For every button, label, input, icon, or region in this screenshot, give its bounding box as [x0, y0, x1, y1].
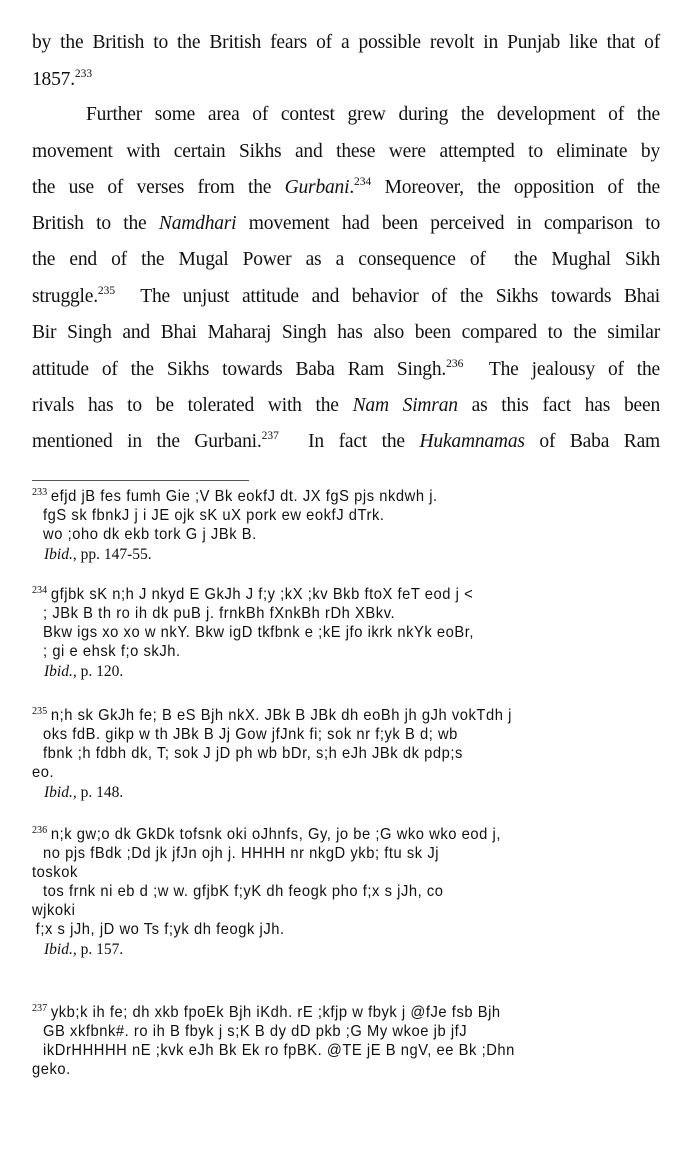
footnote-line [32, 901, 621, 920]
body-text-run: The unjust attitude and behavior of the Sikhs towards Bhai [115, 286, 660, 307]
footnote-number: 234 [32, 584, 48, 596]
body-line [32, 30, 660, 56]
body-text-run: the end of the Mugal Power as a consequence of the Mughal Sikh [32, 249, 660, 270]
body-text-run: as this fact has been [457, 395, 660, 416]
footnote-line [32, 1060, 621, 1079]
footnote-line [32, 725, 621, 744]
italic-term: Hukamnamas [419, 431, 525, 452]
italic-term: Gurbani [284, 177, 350, 198]
footnote-citation [32, 939, 672, 960]
body-line [32, 357, 660, 383]
body-text-run: rivals has to be tolerated with the [32, 395, 353, 416]
footnote-line [32, 642, 621, 661]
footnote-line [32, 585, 621, 604]
footnote-text: gfjbk sK n;h J nkyd E GkJh J f;y ;kX ;kv Bkb ftoX feT eod j < [50, 586, 474, 603]
citation-ibid: Ibid., [44, 941, 77, 958]
citation-ibid: Ibid. [44, 546, 73, 563]
footnote-ref: 234 [354, 176, 372, 188]
italic-term: Namdhari [158, 213, 237, 234]
body-text-run: British to the [32, 213, 159, 234]
body-line [32, 102, 660, 128]
footnote-234 [32, 585, 672, 682]
footnote-separator [32, 480, 249, 481]
footnote-text: ikDrHHHHH nE ;kvk eJh Bk Ek ro fpBK. @TE jE B ngV, ee Bk ;Dhn [43, 1042, 515, 1059]
body-text-run: . [349, 177, 355, 198]
footnote-number: 236 [32, 824, 48, 836]
footnote-number: 237 [32, 1002, 48, 1014]
body-text-run: the use of verses from the [32, 177, 285, 198]
footnote-line [32, 825, 621, 844]
body-text-run: Bir Singh and Bhai Maharaj Singh has also been compared to the similar [32, 322, 660, 343]
footnote-number: 233 [32, 486, 48, 498]
footnote-text: geko. [32, 1061, 71, 1078]
footnote-line [32, 525, 621, 544]
footnote-line [32, 706, 621, 725]
footnote-line [32, 882, 621, 901]
footnote-ref: 235 [97, 285, 116, 297]
citation-pages: p. 148. [76, 784, 124, 801]
body-line [32, 320, 660, 346]
footnote-text: ; JBk B th ro ih dk puB j. frnkBh fXnkBh rDh XBkv. [43, 605, 396, 622]
footnote-236 [32, 825, 672, 960]
footnote-line [32, 1041, 621, 1060]
footnote-text: wo ;oho dk ekb tork G j JBk B. [43, 526, 257, 543]
body-line [32, 175, 660, 201]
citation-ibid: Ibid., [44, 784, 77, 801]
footnote-line [32, 1022, 621, 1041]
footnote-text: ykb;k ih fe; dh xkb fpoEk Bjh iKdh. rE ;kfjp w fbyk j @fJe fsb Bjh [50, 1004, 501, 1021]
footnote-line [32, 623, 621, 642]
footnote-line [32, 604, 621, 623]
citation-pages: p. 157. [76, 941, 124, 958]
footnote-line [32, 506, 621, 525]
footnote-text: fgS sk fbnkJ j i JE ojk sK uX pork ew eokfJ dTrk. [43, 507, 385, 524]
body-text-run: by the British to the British fears of a possible revolt in Punjab like that of [32, 32, 660, 53]
footnote-text: efjd jB fes fumh Gie ;V Bk eokfJ dt. JX fgS pjs nkdwh j. [50, 488, 438, 505]
footnote-text: Bkw igs xo xo w nkY. Bkw igD tkfbnk e ;kE jfo ikrk nkYk eoBr, [43, 624, 475, 641]
body-text-run: of Baba Ram [524, 431, 661, 452]
body-text-run: The jealousy of the [463, 359, 660, 380]
italic-term: Nam Simran [352, 395, 458, 416]
body-line [32, 284, 660, 310]
footnote-235 [32, 706, 672, 803]
footnote-line [32, 763, 621, 782]
citation-pages: , pp. 147-55. [72, 546, 152, 563]
body-line [32, 211, 660, 237]
body-text-run: movement had been perceived in comparison to [236, 213, 661, 234]
footnote-number: 235 [32, 705, 48, 717]
body-line [32, 429, 660, 455]
footnote-line [32, 844, 621, 863]
footnote-citation [32, 544, 672, 565]
body-text-run: struggle. [32, 286, 98, 307]
body-line [32, 247, 660, 273]
footnote-text: wjkoki [32, 902, 76, 919]
footnote-text: f;x s jJh, jD wo Ts f;yk dh feogk jJh. [35, 921, 285, 938]
footnote-text: toskok [32, 864, 78, 881]
body-text-run: Moreover, the opposition of the [371, 177, 660, 198]
body-text-run: attitude of the Sikhs towards Baba Ram Singh. [32, 359, 447, 380]
footnote-citation [32, 661, 672, 682]
footnote-text: fbnk ;h fdbh dk, T; sok J jD ph wb bDr, s;h eJh JBk dk pdp;s [43, 745, 463, 762]
footnote-line [32, 1003, 621, 1022]
footnote-text: n;h sk GkJh fe; B eS Bjh nkX. JBk B JBk dh eoBh jh gJh vokTdh j [50, 707, 512, 724]
citation-ibid: Ibid., [44, 663, 77, 680]
footnote-citation [32, 782, 672, 803]
footnote-ref: 233 [74, 68, 93, 80]
body-line [32, 139, 660, 165]
footnote-ref: 236 [446, 358, 464, 370]
body-text-run: movement with certain Sikhs and these were attempted to eliminate by [32, 141, 660, 162]
body-text-run: 1857. [32, 69, 75, 90]
footnote-text: ; gi e ehsk f;o skJh. [43, 643, 181, 660]
footnote-text: eo. [32, 764, 55, 781]
footnote-text: no pjs fBdk ;Dd jk jfJn ojh j. HHHH nr nkgD ykb; ftu sk Jj [43, 845, 440, 862]
body-text-run: In fact the [278, 431, 420, 452]
footnote-line [32, 920, 621, 939]
body-text-run: Further some area of contest grew during the development of the [86, 104, 660, 125]
footnote-233 [32, 487, 672, 565]
footnote-text: tos frnk ni eb d ;w w. gfjbK f;yK dh feogk pho f;x s jJh, co [43, 883, 444, 900]
footnote-line [32, 863, 621, 882]
footnote-237 [32, 1003, 672, 1079]
citation-pages: p. 120. [76, 663, 124, 680]
footnote-text: n;k gw;o dk GkDk tofsnk oki oJhnfs, Gy, jo be ;G wko wko eod j, [50, 826, 501, 843]
footnote-line [32, 744, 621, 763]
footnote-text: oks fdB. gikp w th JBk B Jj Gow jfJnk fi; sok nr f;yk B d; wb [43, 726, 458, 743]
footnote-text: GB xkfbnk#. ro ih B fbyk j s;K B dy dD pkb ;G My wkoe jb jfJ [43, 1023, 468, 1040]
footnote-line [32, 487, 621, 506]
body-line [32, 67, 660, 93]
footnote-ref: 237 [261, 430, 279, 442]
body-line [32, 393, 660, 419]
body-text-run: mentioned in the Gurbani. [32, 431, 262, 452]
